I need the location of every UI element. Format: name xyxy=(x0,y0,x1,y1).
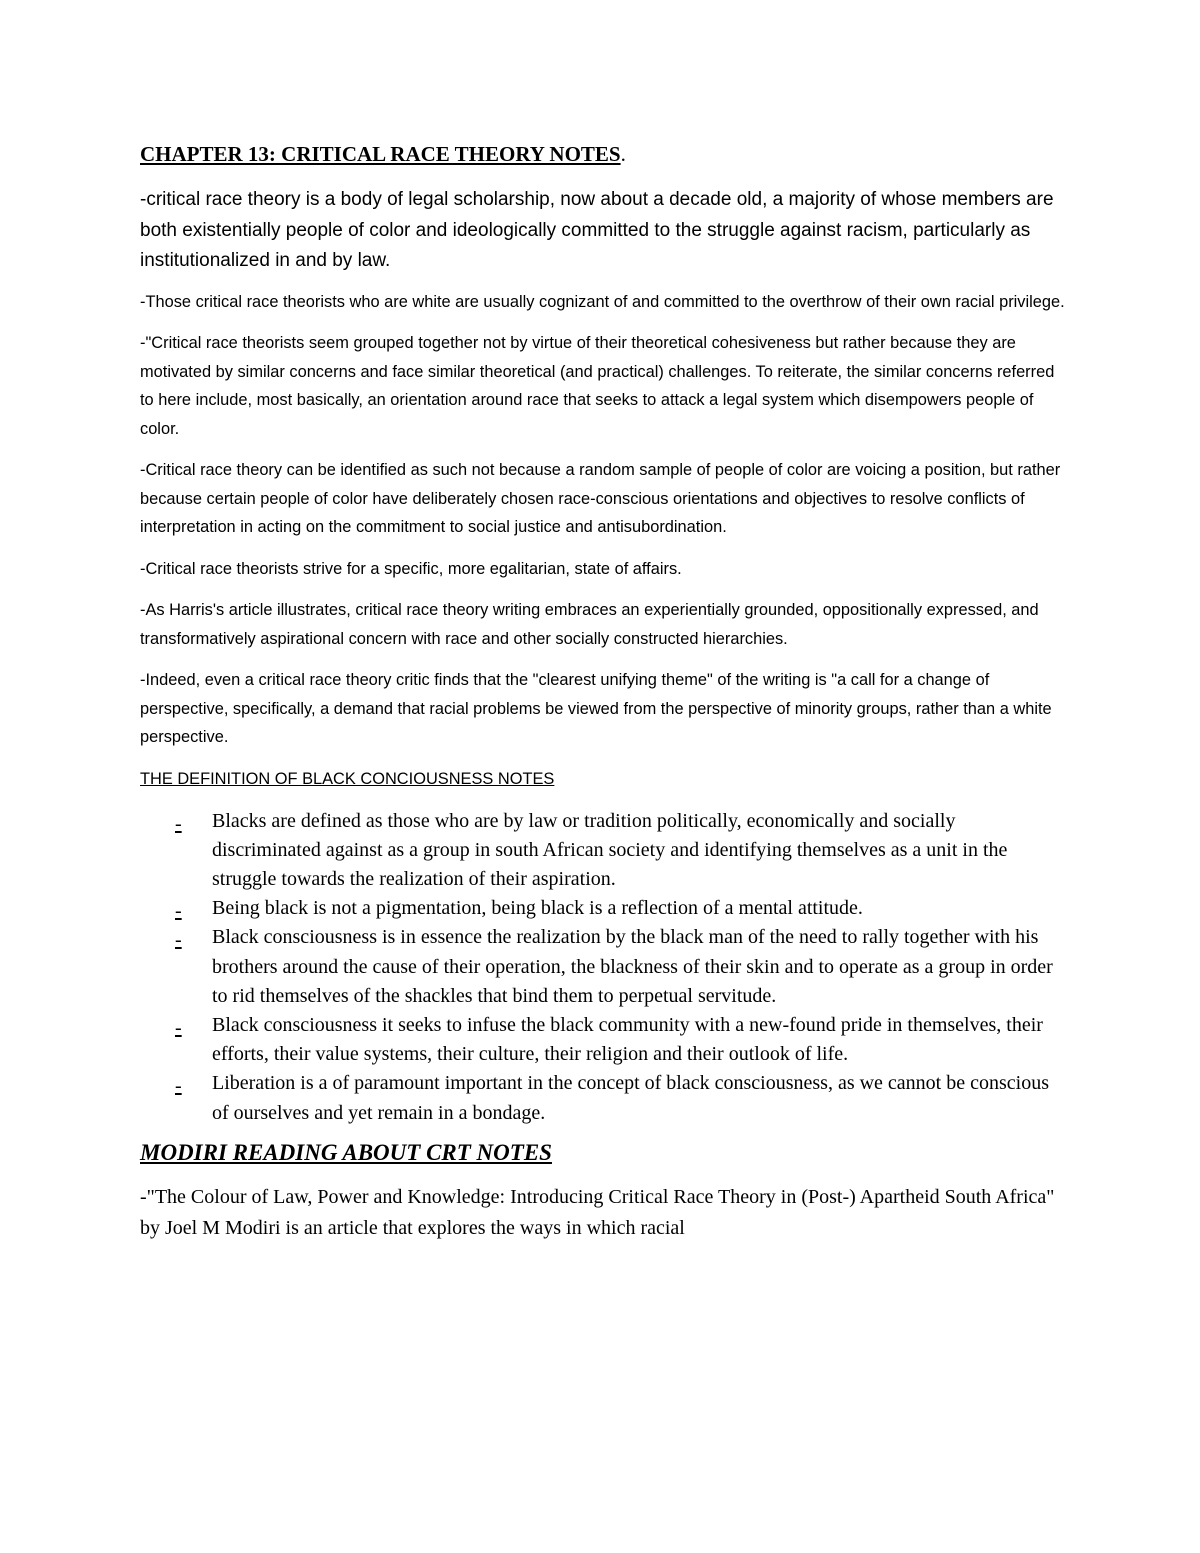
list-item xyxy=(140,1069,1065,1127)
list-item xyxy=(140,807,1065,895)
list-item-text: Being black is not a pigmentation, being black is a reflection of a mental attitude. xyxy=(212,897,863,920)
list-item-text: Blacks are defined as those who are by law or tradition politically, economically and socially discriminated against as a group in south African society and identifying themselves as a unit in the struggle towards the realization of their aspiration. xyxy=(212,809,1008,890)
list-item xyxy=(140,894,1065,923)
intro-paragraph: -critical race theory is a body of legal scholarship, now about a decade old, a majority of whose members are both existentially people of color and ideologically committed to the struggle against racism, particularly as institutionalized in and by law. xyxy=(140,189,1054,271)
document-page xyxy=(140,139,1065,1244)
note-paragraph: -"Critical race theorists seem grouped together not by virtue of their theoretical cohesiveness but rather because they are motivated by similar concerns and face similar theoretical (and practical) challenges. To reiterate, the similar concerns referred to here include, most basically, an orientation around race that seeks to attack a legal system which disempowers people of color. xyxy=(140,334,1055,438)
list-item-text: Black consciousness is in essence the realization by the black man of the need to rally together with his brothers around the cause of their operation, the blackness of their skin and to operate as a group in order to rid themselves of the shackles that bind them to perpetual servitude. xyxy=(212,926,1053,1007)
list-item-text: Liberation is a of paramount important in the concept of black consciousness, as we cannot be conscious of ourselves and yet remain in a bondage. xyxy=(212,1072,1049,1124)
note-paragraph: -Critical race theory can be identified as such not because a random sample of people of color are voicing a position, but rather because certain people of color have deliberately chosen race-conscious orientations and objectives to resolve conflicts of interpretation in acting on the commitment to social justice and antisubordination. xyxy=(140,461,1061,536)
modiri-paragraph: -"The Colour of Law, Power and Knowledge: Introducing Critical Race Theory in (Post-) Apartheid South Africa" by Joel M Modiri is an article that explores the ways in which racial xyxy=(140,1185,1055,1239)
list-item xyxy=(140,923,1065,1011)
list-item xyxy=(140,1011,1065,1069)
dash-bullet: - xyxy=(175,929,182,952)
note-paragraph: -Indeed, even a critical race theory critic finds that the "clearest unifying theme" of the writing is "a call for a change of perspective, specifically, a demand that racial problems be viewed from the perspective of minority groups, rather than a white perspective. xyxy=(140,671,1052,746)
chapter-title-text: CHAPTER 13: CRITICAL RACE THEORY NOTES xyxy=(140,142,621,166)
black-consciousness-list xyxy=(140,807,1065,1128)
note-paragraph: -Critical race theorists strive for a specific, more egalitarian, state of affairs. xyxy=(140,559,682,578)
modiri-heading: MODIRI READING ABOUT CRT NOTES xyxy=(140,1139,552,1165)
dash-bullet: - xyxy=(175,1016,182,1039)
note-paragraph: -As Harris's article illustrates, critical race theory writing embraces an experientially grounded, oppositionally expressed, and transformatively aspirational concern with race and other socially constructed hierarchies. xyxy=(140,601,1039,648)
black-consciousness-heading: THE DEFINITION OF BLACK CONCIOUSNESS NOTES xyxy=(140,769,555,788)
dash-bullet: - xyxy=(175,1075,182,1098)
dash-bullet: - xyxy=(175,900,182,923)
list-item-text: Black consciousness it seeks to infuse the black community with a new-found pride in themselves, their efforts, their value systems, their culture, their religion and their outlook of life. xyxy=(212,1013,1043,1066)
chapter-title-period: . xyxy=(620,142,626,166)
chapter-title xyxy=(140,139,1065,169)
dash-bullet: - xyxy=(175,812,182,835)
note-paragraph: -Those critical race theorists who are white are usually cognizant of and committed to the overthrow of their own racial privilege. xyxy=(140,292,1065,311)
